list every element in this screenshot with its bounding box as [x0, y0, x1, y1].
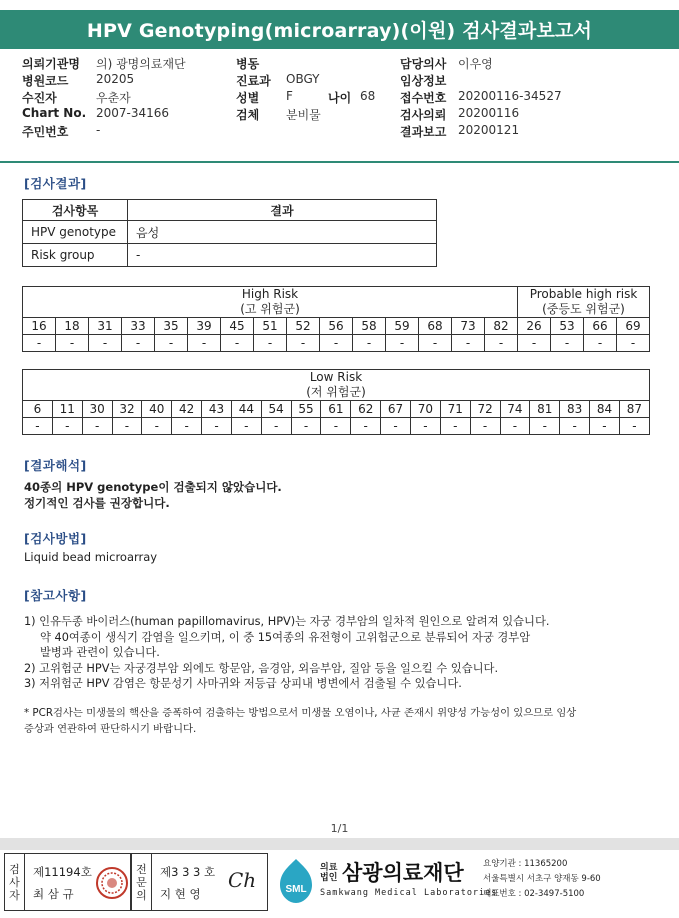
hpv-type-cell: 18 — [56, 318, 89, 335]
hpv-result-cell: - — [82, 418, 112, 435]
result-header-item: 검사항목 — [23, 200, 128, 221]
hpv-type-cell: 72 — [470, 401, 500, 418]
table-row — [23, 418, 650, 435]
hpv-result-cell: - — [321, 418, 351, 435]
high-risk-table — [22, 286, 650, 352]
hpv-type-cell: 33 — [122, 318, 155, 335]
org-name: 삼광의료재단 — [342, 861, 464, 885]
hpv-result-cell: - — [261, 418, 291, 435]
hpv-result-cell: - — [470, 418, 500, 435]
hpv-result-cell: - — [291, 418, 321, 435]
tester-vert-char: 검 — [9, 862, 20, 876]
tester-name: 최 삼 규 — [33, 887, 74, 901]
hpv-type-cell: 11 — [52, 401, 82, 418]
note-line: 발병과 관련이 있습니다. — [40, 646, 160, 659]
org-logo-block — [270, 853, 679, 911]
hpv-result-cell: - — [112, 418, 142, 435]
org-prefix-line: 법인 — [320, 873, 338, 883]
hpv-type-cell: 58 — [353, 318, 386, 335]
hpv-type-cell: 87 — [619, 401, 649, 418]
receipt-label: 접수번호 — [400, 91, 447, 105]
header-divider — [0, 161, 679, 163]
confirm-box — [131, 853, 268, 911]
hpv-result-cell: - — [560, 418, 590, 435]
patient-info — [22, 55, 662, 140]
hpv-result-cell: - — [23, 335, 56, 352]
confirm-vert-char: 문 — [136, 875, 147, 889]
doctor-value: 이우영 — [458, 57, 493, 71]
specimen-label: 검체 — [236, 108, 260, 122]
hpv-type-cell: 43 — [202, 401, 232, 418]
org-phone: 대표번호 : 02-3497-5100 — [483, 889, 585, 899]
hpv-type-cell: 68 — [419, 318, 452, 335]
hpv-result-cell: - — [351, 418, 381, 435]
signature: Ch — [228, 868, 257, 892]
low-risk-subtitle: (저 위험군) — [306, 385, 366, 399]
notes-text — [24, 614, 549, 692]
low-risk-title: Low Risk — [309, 370, 363, 384]
patient-label: 수진자 — [22, 91, 57, 105]
hpv-result-cell: - — [122, 335, 155, 352]
note-line: 약 40여종이 생식기 감염을 일으키며, 이 중 15여종의 유전형이 고위험군으로 분류되어 자궁 경부암 — [40, 630, 531, 644]
interpretation-text — [24, 480, 282, 511]
sex-label: 성별 — [236, 91, 260, 105]
method-text: Liquid bead microarray — [24, 550, 158, 564]
section-notes-title: [참고사항] — [24, 588, 87, 603]
high-risk-subtitle: (고 위험군) — [240, 302, 300, 316]
sml-logo-icon — [274, 857, 318, 905]
dept-label: 진료과 — [236, 74, 271, 88]
hpv-type-cell: 73 — [452, 318, 485, 335]
hpv-type-cell: 6 — [23, 401, 53, 418]
low-risk-table — [22, 369, 650, 435]
hospital-label: 의뢰기관명 — [22, 57, 80, 71]
footer-band — [0, 838, 679, 850]
section-interpretation-title: [결과해석] — [24, 458, 87, 473]
hpv-type-cell: 82 — [485, 318, 518, 335]
hpv-result-cell: - — [172, 418, 202, 435]
hpv-type-cell: 56 — [320, 318, 353, 335]
interpretation-line: 정기적인 검사를 권장합니다. — [24, 495, 170, 510]
chart-label: Chart No. — [22, 106, 87, 120]
hpv-type-cell: 44 — [231, 401, 261, 418]
result-value: 음성 — [128, 221, 437, 244]
chart-value: 2007-34166 — [96, 106, 170, 120]
hpv-result-cell: - — [231, 418, 261, 435]
hpv-result-cell: - — [619, 418, 649, 435]
confirm-vert-char: 의 — [136, 888, 147, 902]
hpv-type-cell: 54 — [261, 401, 291, 418]
result-header-value: 결과 — [128, 200, 437, 221]
sml-logo-text: SML — [285, 884, 307, 895]
patient-value: 우춘자 — [96, 91, 131, 105]
hpv-result-cell: - — [500, 418, 530, 435]
hpv-result-cell: - — [89, 335, 122, 352]
hpv-type-cell: 51 — [254, 318, 287, 335]
hpv-result-cell: - — [142, 418, 172, 435]
hpv-type-cell: 81 — [530, 401, 560, 418]
hpv-result-cell: - — [155, 335, 188, 352]
hpv-type-cell: 42 — [172, 401, 202, 418]
tester-vert-char: 자 — [9, 888, 20, 902]
result-item: Risk group — [23, 244, 128, 267]
hpv-type-cell: 74 — [500, 401, 530, 418]
hpv-result-cell: - — [52, 418, 82, 435]
org-code: 요양기관 : 11365200 — [483, 859, 568, 869]
report-value: 20200121 — [458, 123, 520, 137]
org-contact — [483, 857, 601, 902]
hpv-result-cell: - — [221, 335, 254, 352]
table-row — [23, 318, 650, 335]
hpv-result-cell: - — [452, 335, 485, 352]
id-value: - — [96, 123, 101, 137]
tester-box — [4, 853, 131, 911]
hpv-result-cell: - — [518, 335, 551, 352]
tester-vertical-label — [5, 854, 25, 910]
code-label: 병원코드 — [22, 74, 69, 88]
hpv-result-cell: - — [320, 335, 353, 352]
note-line: 증상과 연관하여 판단하시기 바랍니다. — [24, 723, 197, 735]
probable-risk-title: Probable high risk — [529, 287, 638, 301]
hpv-type-cell: 45 — [221, 318, 254, 335]
request-label: 검사의뢰 — [400, 108, 447, 122]
hpv-result-cell: - — [617, 335, 650, 352]
report-label: 결과보고 — [400, 125, 447, 139]
org-prefix-line: 의료 — [320, 863, 338, 873]
pcr-notice — [24, 705, 576, 737]
confirm-vertical-label — [132, 854, 152, 910]
hpv-type-cell: 55 — [291, 401, 321, 418]
hpv-type-cell: 84 — [590, 401, 620, 418]
hpv-type-cell: 71 — [440, 401, 470, 418]
hpv-result-cell: - — [530, 418, 560, 435]
hpv-result-cell: - — [56, 335, 89, 352]
hpv-type-cell: 40 — [142, 401, 172, 418]
high-risk-header — [23, 287, 518, 318]
table-row — [23, 221, 437, 244]
probable-risk-header — [518, 287, 650, 318]
hpv-result-cell: - — [353, 335, 386, 352]
table-row — [23, 335, 650, 352]
clinical-label: 임상정보 — [400, 74, 447, 88]
age-value: 68 — [360, 89, 376, 103]
org-address: 서울특별시 서초구 양재동 9-60 — [483, 874, 601, 884]
id-label: 주민번호 — [22, 125, 69, 139]
note-line: 1) 인유두종 바이러스(human papillomavirus, HPV)는 자궁 경부암의 일차적 원인으로 알려져 있습니다. — [24, 615, 550, 628]
hpv-result-cell: - — [381, 418, 411, 435]
hpv-type-cell: 16 — [23, 318, 56, 335]
hpv-type-cell: 67 — [381, 401, 411, 418]
sex-value: F — [286, 89, 293, 103]
page-number: 1/1 — [330, 822, 349, 835]
hpv-type-cell: 70 — [410, 401, 440, 418]
hpv-result-cell: - — [485, 335, 518, 352]
ward-label: 병동 — [236, 57, 260, 71]
hpv-type-cell: 59 — [386, 318, 419, 335]
hpv-type-cell: 31 — [89, 318, 122, 335]
hpv-type-cell: 32 — [112, 401, 142, 418]
specimen-value: 분비물 — [286, 108, 321, 122]
note-line: 3) 저위험군 HPV 감염은 항문성기 사마귀와 저등급 상피내 병변에서 검출될 수 있습니다. — [24, 677, 462, 690]
table-row — [23, 401, 650, 418]
hpv-type-cell: 30 — [82, 401, 112, 418]
section-method-title: [검사방법] — [24, 531, 87, 546]
hpv-type-cell: 62 — [351, 401, 381, 418]
low-risk-header — [23, 370, 650, 401]
hpv-result-cell: - — [584, 335, 617, 352]
receipt-value: 20200116-34527 — [458, 89, 562, 103]
hpv-type-cell: 35 — [155, 318, 188, 335]
tester-vert-char: 사 — [9, 875, 20, 889]
hpv-result-cell: - — [287, 335, 320, 352]
hpv-type-cell: 26 — [518, 318, 551, 335]
confirm-license: 제3 3 3 호 — [160, 865, 216, 879]
seal-icon — [95, 866, 129, 900]
section-result-title: [검사결과] — [24, 176, 87, 191]
hpv-result-cell: - — [188, 335, 221, 352]
hpv-type-cell: 52 — [287, 318, 320, 335]
note-line: * PCR검사는 미생물의 핵산을 증폭하여 검출하는 방법으로서 미생물 오염이나, 사균 존재시 위양성 가능성이 있으므로 임상 — [24, 707, 577, 719]
hpv-type-cell: 66 — [584, 318, 617, 335]
org-english-name: Samkwang Medical Laboratories — [320, 888, 498, 898]
hpv-result-cell: - — [202, 418, 232, 435]
hpv-type-cell: 53 — [551, 318, 584, 335]
hpv-result-cell: - — [551, 335, 584, 352]
hpv-result-cell: - — [410, 418, 440, 435]
interpretation-line: 40종의 HPV genotype이 검출되지 않았습니다. — [24, 480, 282, 494]
doctor-label: 담당의사 — [400, 57, 447, 71]
result-value: - — [128, 244, 437, 267]
hpv-result-cell: - — [440, 418, 470, 435]
report-title: HPV Genotyping(microarray)(이원) 검사결과보고서 — [0, 10, 679, 49]
hpv-type-cell: 83 — [560, 401, 590, 418]
hpv-result-cell: - — [386, 335, 419, 352]
high-risk-title: High Risk — [241, 287, 299, 301]
probable-risk-subtitle: (중등도 위험군) — [542, 302, 625, 316]
age-label: 나이 — [328, 91, 352, 105]
hpv-result-cell: - — [23, 418, 53, 435]
hpv-type-cell: 61 — [321, 401, 351, 418]
hpv-result-cell: - — [590, 418, 620, 435]
result-table — [22, 199, 437, 267]
tester-license: 제11194호 — [33, 865, 92, 879]
table-row — [23, 244, 437, 267]
confirm-vert-char: 전 — [136, 862, 147, 876]
hpv-type-cell: 39 — [188, 318, 221, 335]
hpv-result-cell: - — [254, 335, 287, 352]
code-value: 20205 — [96, 72, 135, 86]
hpv-result-cell: - — [419, 335, 452, 352]
request-value: 20200116 — [458, 106, 520, 120]
hospital-value: 의) 광명의료재단 — [96, 57, 186, 71]
confirm-name: 지 현 영 — [160, 887, 201, 901]
dept-value: OBGY — [286, 72, 320, 86]
org-prefix — [320, 863, 337, 883]
hpv-type-cell: 69 — [617, 318, 650, 335]
result-item: HPV genotype — [23, 221, 128, 244]
note-line: 2) 고위험군 HPV는 자궁경부암 외에도 항문암, 음경암, 외음부암, 질암 등을 일으킬 수 있습니다. — [24, 661, 499, 675]
